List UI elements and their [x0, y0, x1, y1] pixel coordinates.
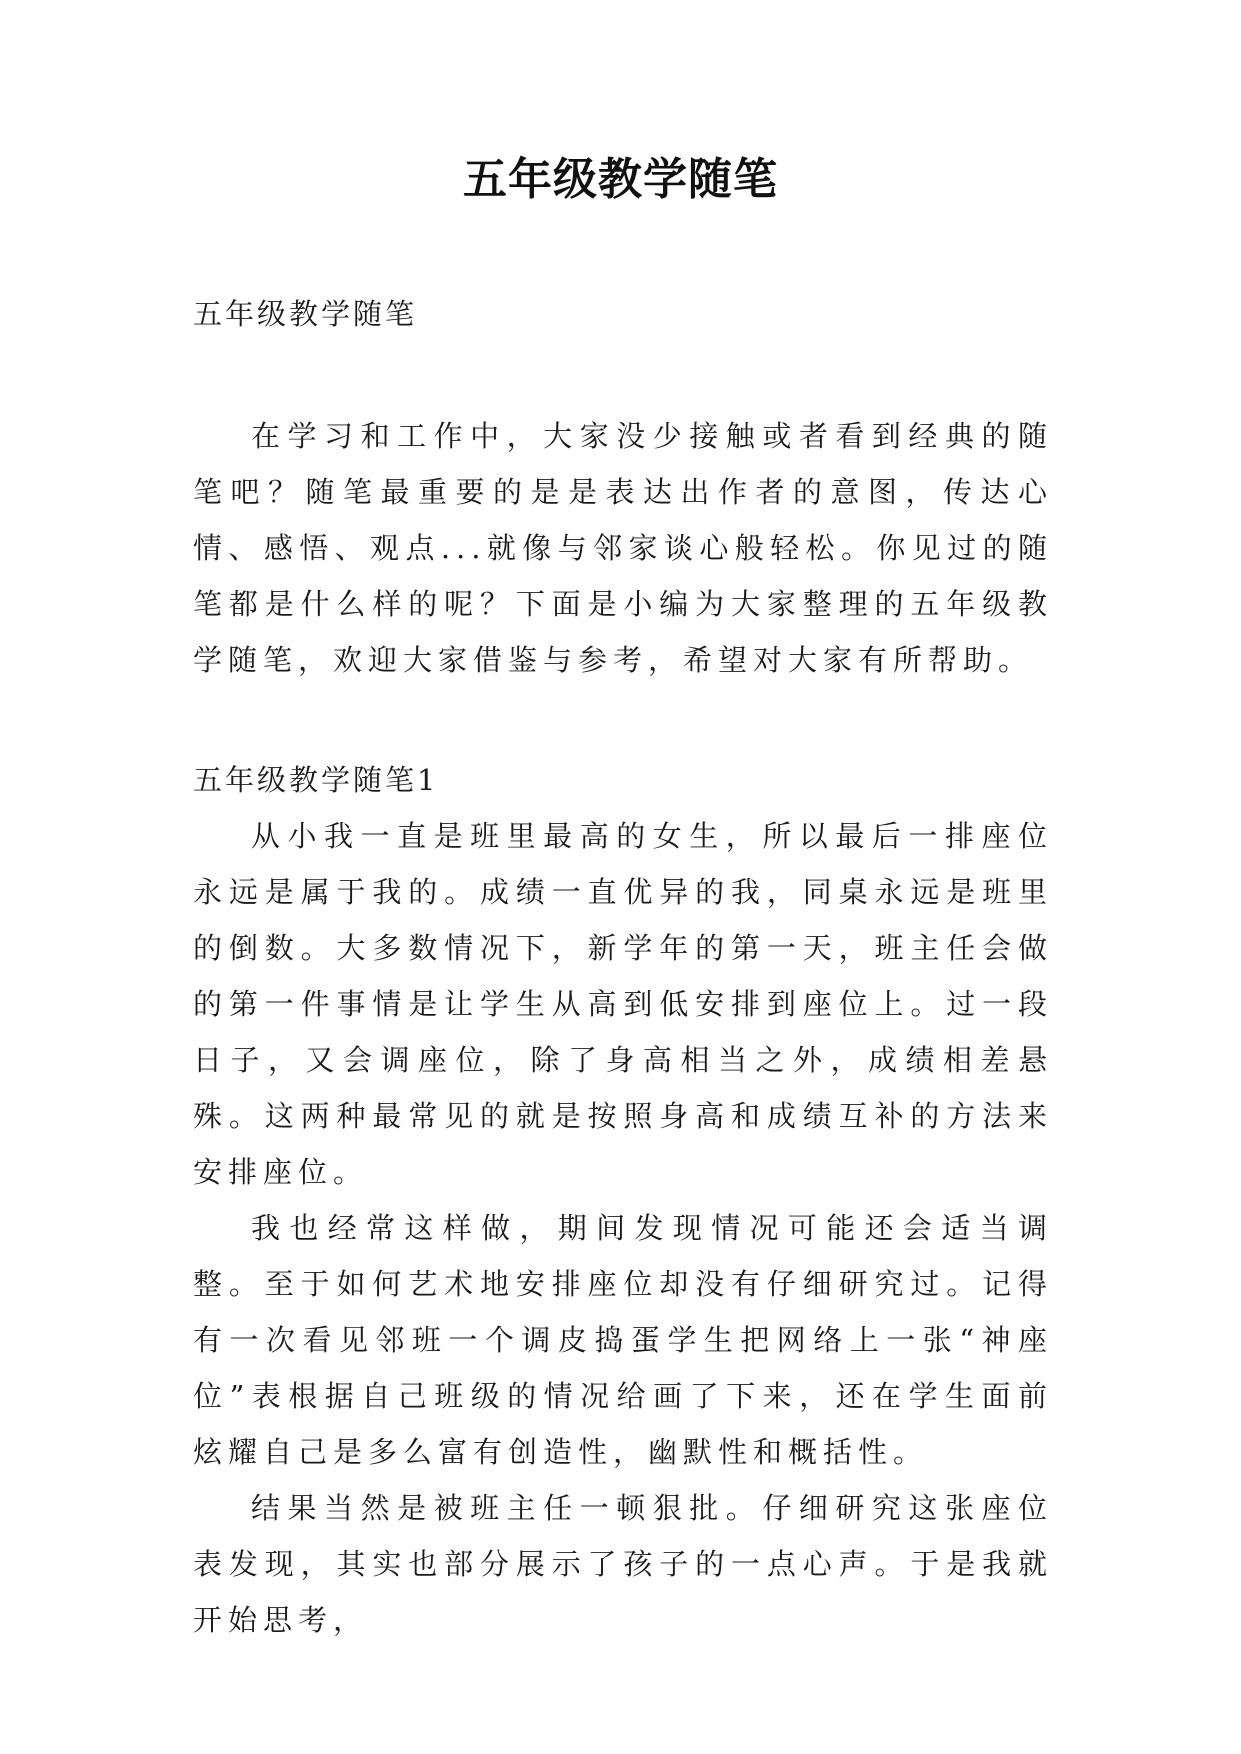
document-title: 五年级教学随笔 [463, 154, 778, 205]
section-heading: 五年级教学随笔1 [193, 763, 439, 797]
body-paragraph-1: 从小我一直是班里最高的女生，所以最后一排座位永远是属于我的。成绩一直优异的我，同桌永远是班里的倒数。大多数情况下，新学年的第一天，班主任会做的第一件事情是让学生从高到低安排到座位上。过一段日子，又会调座位，除了身高相当之外，成绩相差悬殊。这两种最常见的就是按照身高和成绩互补的方法来安排座位。 [193, 819, 1053, 1189]
document-body [193, 286, 1053, 1648]
body-paragraph-2: 我也经常这样做，期间发现情况可能还会适当调整。至于如何艺术地安排座位却没有仔细研究过。记得有一次看见邻班一个调皮捣蛋学生把网络上一张“神座位”表根据自己班级的情况给画了下来，还在学生面前炫耀自己是多么富有创造性，幽默性和概括性。 [193, 1211, 1053, 1469]
intro-paragraph: 在学习和工作中，大家没少接触或者看到经典的随笔吧？随笔最重要的是是表达出作者的意图，传达心情、感悟、观点...就像与邻家谈心般轻松。你见过的随笔都是什么样的呢？下面是小编为大家整理的五年级教学随笔，欢迎大家借鉴与参考，希望对大家有所帮助。 [193, 419, 1053, 677]
document-subtitle: 五年级教学随笔 [193, 297, 418, 331]
body-paragraph-3: 结果当然是被班主任一顿狠批。仔细研究这张座位表发现，其实也部分展示了孩子的一点心声。于是我就开始思考， [193, 1491, 1053, 1637]
